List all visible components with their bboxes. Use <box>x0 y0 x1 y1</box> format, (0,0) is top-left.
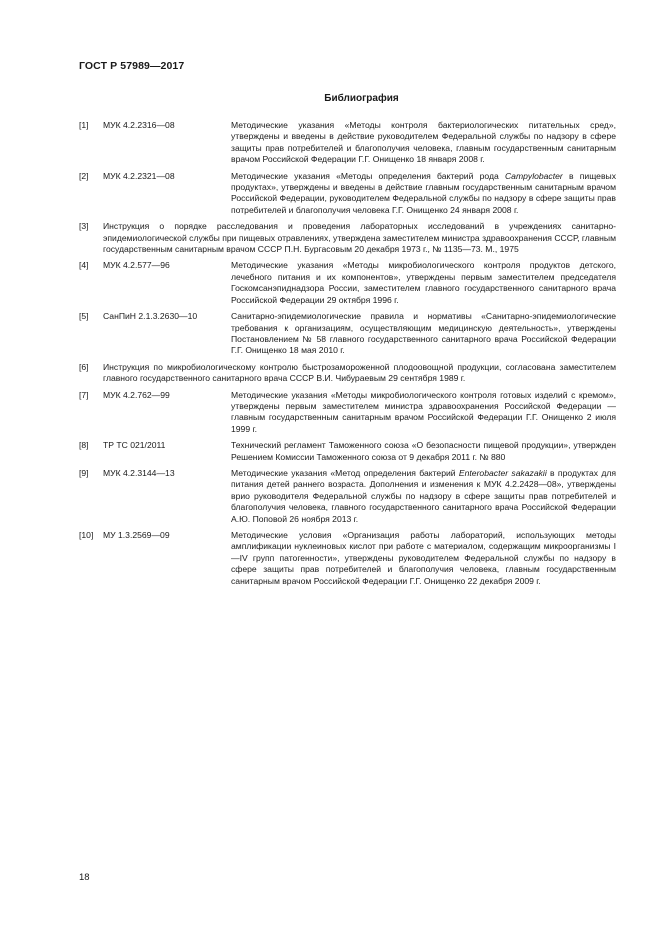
entry-italic-term: Enterobacter sakazakii <box>458 467 547 478</box>
bibliography-entry <box>79 390 616 436</box>
entry-description: Инструкция о порядке расследования и проведения лабораторных исследований в учреждениях санитарно-эпидемиологической службы при пищевых отравлениях, утверждена заместителем министра здравоохранения СССР, главным государственным санитарным врачом СССР П.Н. Бургасовым 20 декабря 1973 г., № 1135—73. М., 1975 <box>103 221 616 255</box>
entry-code: СанПиН 2.1.3.2630—10 <box>103 311 198 322</box>
entry-description: Инструкция по микробиологическому контролю быстрозамороженной плодоовощной продукции, согласована заместителем главного государственного санитарного врача СССР В.И. Чибураевым 29 сентября 1989 г. <box>103 361 616 384</box>
bibliography-entry <box>79 311 616 357</box>
entry-description: Методические указания «Методы контроля бактериологических питательных сред», утверждены и введены в действие руководителем Федеральной службы по надзору в сфере защиты прав потребителей и благополучия человека, главным государственным санитарным врачом Российской Федерации Г.Г. Онищенко 18 января 2008 г. <box>231 120 616 165</box>
bibliography-entry <box>79 171 616 217</box>
bibliography-entry <box>79 260 616 306</box>
entry-number: [6] <box>79 361 89 372</box>
entry-text-part: в продуктах для питания детей раннего возраста. Дополнения и изменения к МУК 4.2.2428—08», утверждены врио руководителя Федеральной службы по надзору в сфере защиты прав потребителей и благополучия человека, главного государственного санитарного врача Российской Федерации А.Ю. Поповой 26 ноября 2013 г. <box>231 467 617 524</box>
bibliography-entry <box>79 440 616 463</box>
entry-code: МУ 1.3.2569—09 <box>103 530 170 540</box>
entry-text-part: Методические указания «Методы определения бактерий рода <box>231 170 505 181</box>
entry-description <box>231 468 616 525</box>
entry-code: МУК 4.2.577—96 <box>103 260 170 271</box>
entry-code: МУК 4.2.3144—13 <box>103 467 175 478</box>
entry-italic-term: Campylobacter <box>504 170 563 181</box>
section-title: Библиография <box>324 93 399 104</box>
bibliography-entry <box>79 362 616 385</box>
entry-description: Методические указания «Методы микробиологического контроля готовых изделий с кремом», утверждены первым заместителем министра здравоохранения Российской Федерации — главным государственным санитарным врачом Российской Федерации Г.Г. Онищенко 2 июля 1999 г. <box>231 389 616 434</box>
entry-number: [1] <box>79 120 89 130</box>
entry-number: [2] <box>79 170 89 181</box>
entry-number: [10] <box>79 530 94 540</box>
entry-code: ТР ТС 021/2011 <box>103 440 166 451</box>
entry-description: Технический регламент Таможенного союза «О безопасности пищевой продукции», утвержден Решением Комиссии Таможенного союза от 9 декабря 2011 г. № 880 <box>231 440 616 462</box>
document-header: ГОСТ Р 57989—2017 <box>79 60 185 72</box>
entry-number: [5] <box>79 311 89 322</box>
page-number: 18 <box>79 872 90 883</box>
entry-description: Методические условия «Организация работы лабораторий, использующих методы амплификации нуклеиновых кислот при работе с материалом, содержащим микроорганизмы I—IV групп патогенности», утверждены руководителем Федеральной службы по надзору в сфере защиты прав потребителей и благополучия человека, главным государственным санитарным врачом Российской Федерации Г.Г. Онищенко 22 декабря 2009 г. <box>231 530 616 586</box>
entry-code: МУК 4.2.2316—08 <box>103 120 175 130</box>
entry-text-part: Методические указания «Метод определения бактерий <box>231 467 459 478</box>
bibliography-entry <box>79 530 616 587</box>
entry-number: [7] <box>79 389 89 400</box>
entry-code: МУК 4.2.2321—08 <box>103 170 175 181</box>
entry-number: [4] <box>79 260 89 271</box>
entry-text-part: в пищевых продуктах», утверждены и введены в действие главным государственным санитарным врачом Российской Федерации, руководителем Федеральной службы по надзору в сфере защиты прав потребителей и благополучия человека Г.Г. Онищенко 24 января 2008 г. <box>231 170 616 215</box>
bibliography-entry <box>79 120 616 166</box>
entry-code: МУК 4.2.762—99 <box>103 389 170 400</box>
bibliography-entry <box>79 468 616 525</box>
bibliography-entry <box>79 221 616 255</box>
entry-number: [8] <box>79 440 89 451</box>
entry-description: Методические указания «Методы микробиологического контроля продуктов детского, лечебного питания и их компонентов», утверждены первым заместителем председателя Госкомсанэпиднадзора России, заместителем главного государственного санитарного врача Российской Федерации 29 октября 1996 г. <box>231 260 616 305</box>
bibliography-list <box>79 120 616 592</box>
entry-description: Санитарно-эпидемиологические правила и нормативы «Санитарно-эпидемиологические требования к организациям, осуществляющим медицинскую деятельность», утверждены Постановлением № 58 главного государственного санитарного врача Российской Федерации Г.Г. Онищенко 18 мая 2010 г. <box>231 311 616 356</box>
entry-number: [3] <box>79 221 89 232</box>
entry-number: [9] <box>79 467 89 478</box>
entry-description <box>231 171 616 217</box>
